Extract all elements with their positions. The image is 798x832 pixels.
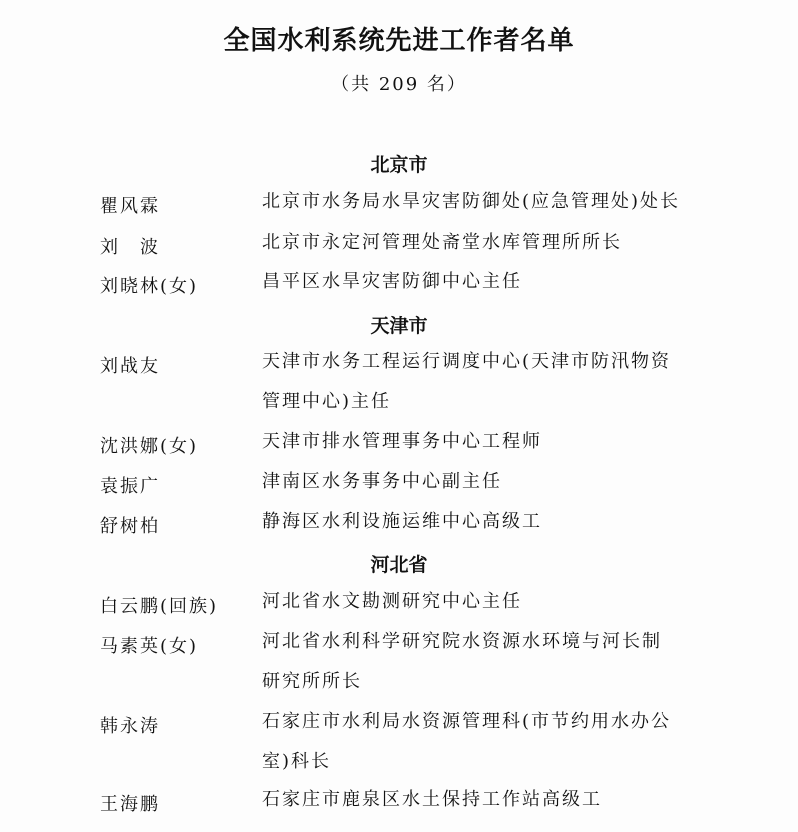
person-name: 刘 波 <box>100 237 160 258</box>
person-position <box>262 582 702 622</box>
person-name: 袁振广 <box>100 476 160 497</box>
region-heading-hebei: 河北省 <box>370 554 428 576</box>
position-line: 管理中心)主任 <box>262 391 392 412</box>
position-line: 研究所所长 <box>262 671 362 692</box>
person-position <box>262 422 702 462</box>
person-position <box>262 780 702 820</box>
person-position <box>262 182 702 222</box>
position-line: 天津市水务工程运行调度中心(天津市防汛物资 <box>262 351 672 372</box>
person-position <box>262 622 702 702</box>
person-name: 刘战友 <box>100 356 160 377</box>
person-position <box>262 462 702 502</box>
position-line: 天津市排水管理事务中心工程师 <box>262 431 542 452</box>
person-name: 韩永涛 <box>100 716 160 737</box>
position-line: 北京市永定河管理处斋堂水库管理所所长 <box>262 232 622 253</box>
position-line: 石家庄市鹿泉区水土保持工作站高级工 <box>262 789 602 810</box>
position-line: 北京市水务局水旱灾害防御处(应急管理处)处长 <box>262 191 681 212</box>
person-position <box>262 223 702 263</box>
person-position <box>262 262 702 302</box>
person-name: 白云鹏(回族) <box>100 596 219 617</box>
person-name: 瞿风霖 <box>100 196 160 217</box>
position-line: 津南区水务事务中心副主任 <box>262 471 502 492</box>
person-position <box>262 502 702 542</box>
page-subtitle: （共 209 名） <box>331 74 467 95</box>
person-name: 沈洪娜(女) <box>100 436 199 457</box>
person-position <box>262 702 702 782</box>
region-heading-beijing: 北京市 <box>370 154 428 176</box>
person-name: 马素英(女) <box>100 636 199 657</box>
person-position <box>262 342 702 422</box>
position-line: 室)科长 <box>262 751 332 772</box>
position-line: 昌平区水旱灾害防御中心主任 <box>262 271 522 292</box>
position-line: 静海区水利设施运维中心高级工 <box>262 511 542 532</box>
position-line: 河北省水文勘测研究中心主任 <box>262 591 522 612</box>
person-name: 舒树柏 <box>100 516 160 537</box>
page-title: 全国水利系统先进工作者名单 <box>223 26 575 56</box>
position-line: 石家庄市水利局水资源管理科(市节约用水办公 <box>262 711 672 732</box>
person-name: 刘晓林(女) <box>100 276 199 297</box>
region-heading-tianjin: 天津市 <box>370 315 428 337</box>
person-name: 王海鹏 <box>100 794 160 815</box>
position-line: 河北省水利科学研究院水资源水环境与河长制 <box>262 631 662 652</box>
